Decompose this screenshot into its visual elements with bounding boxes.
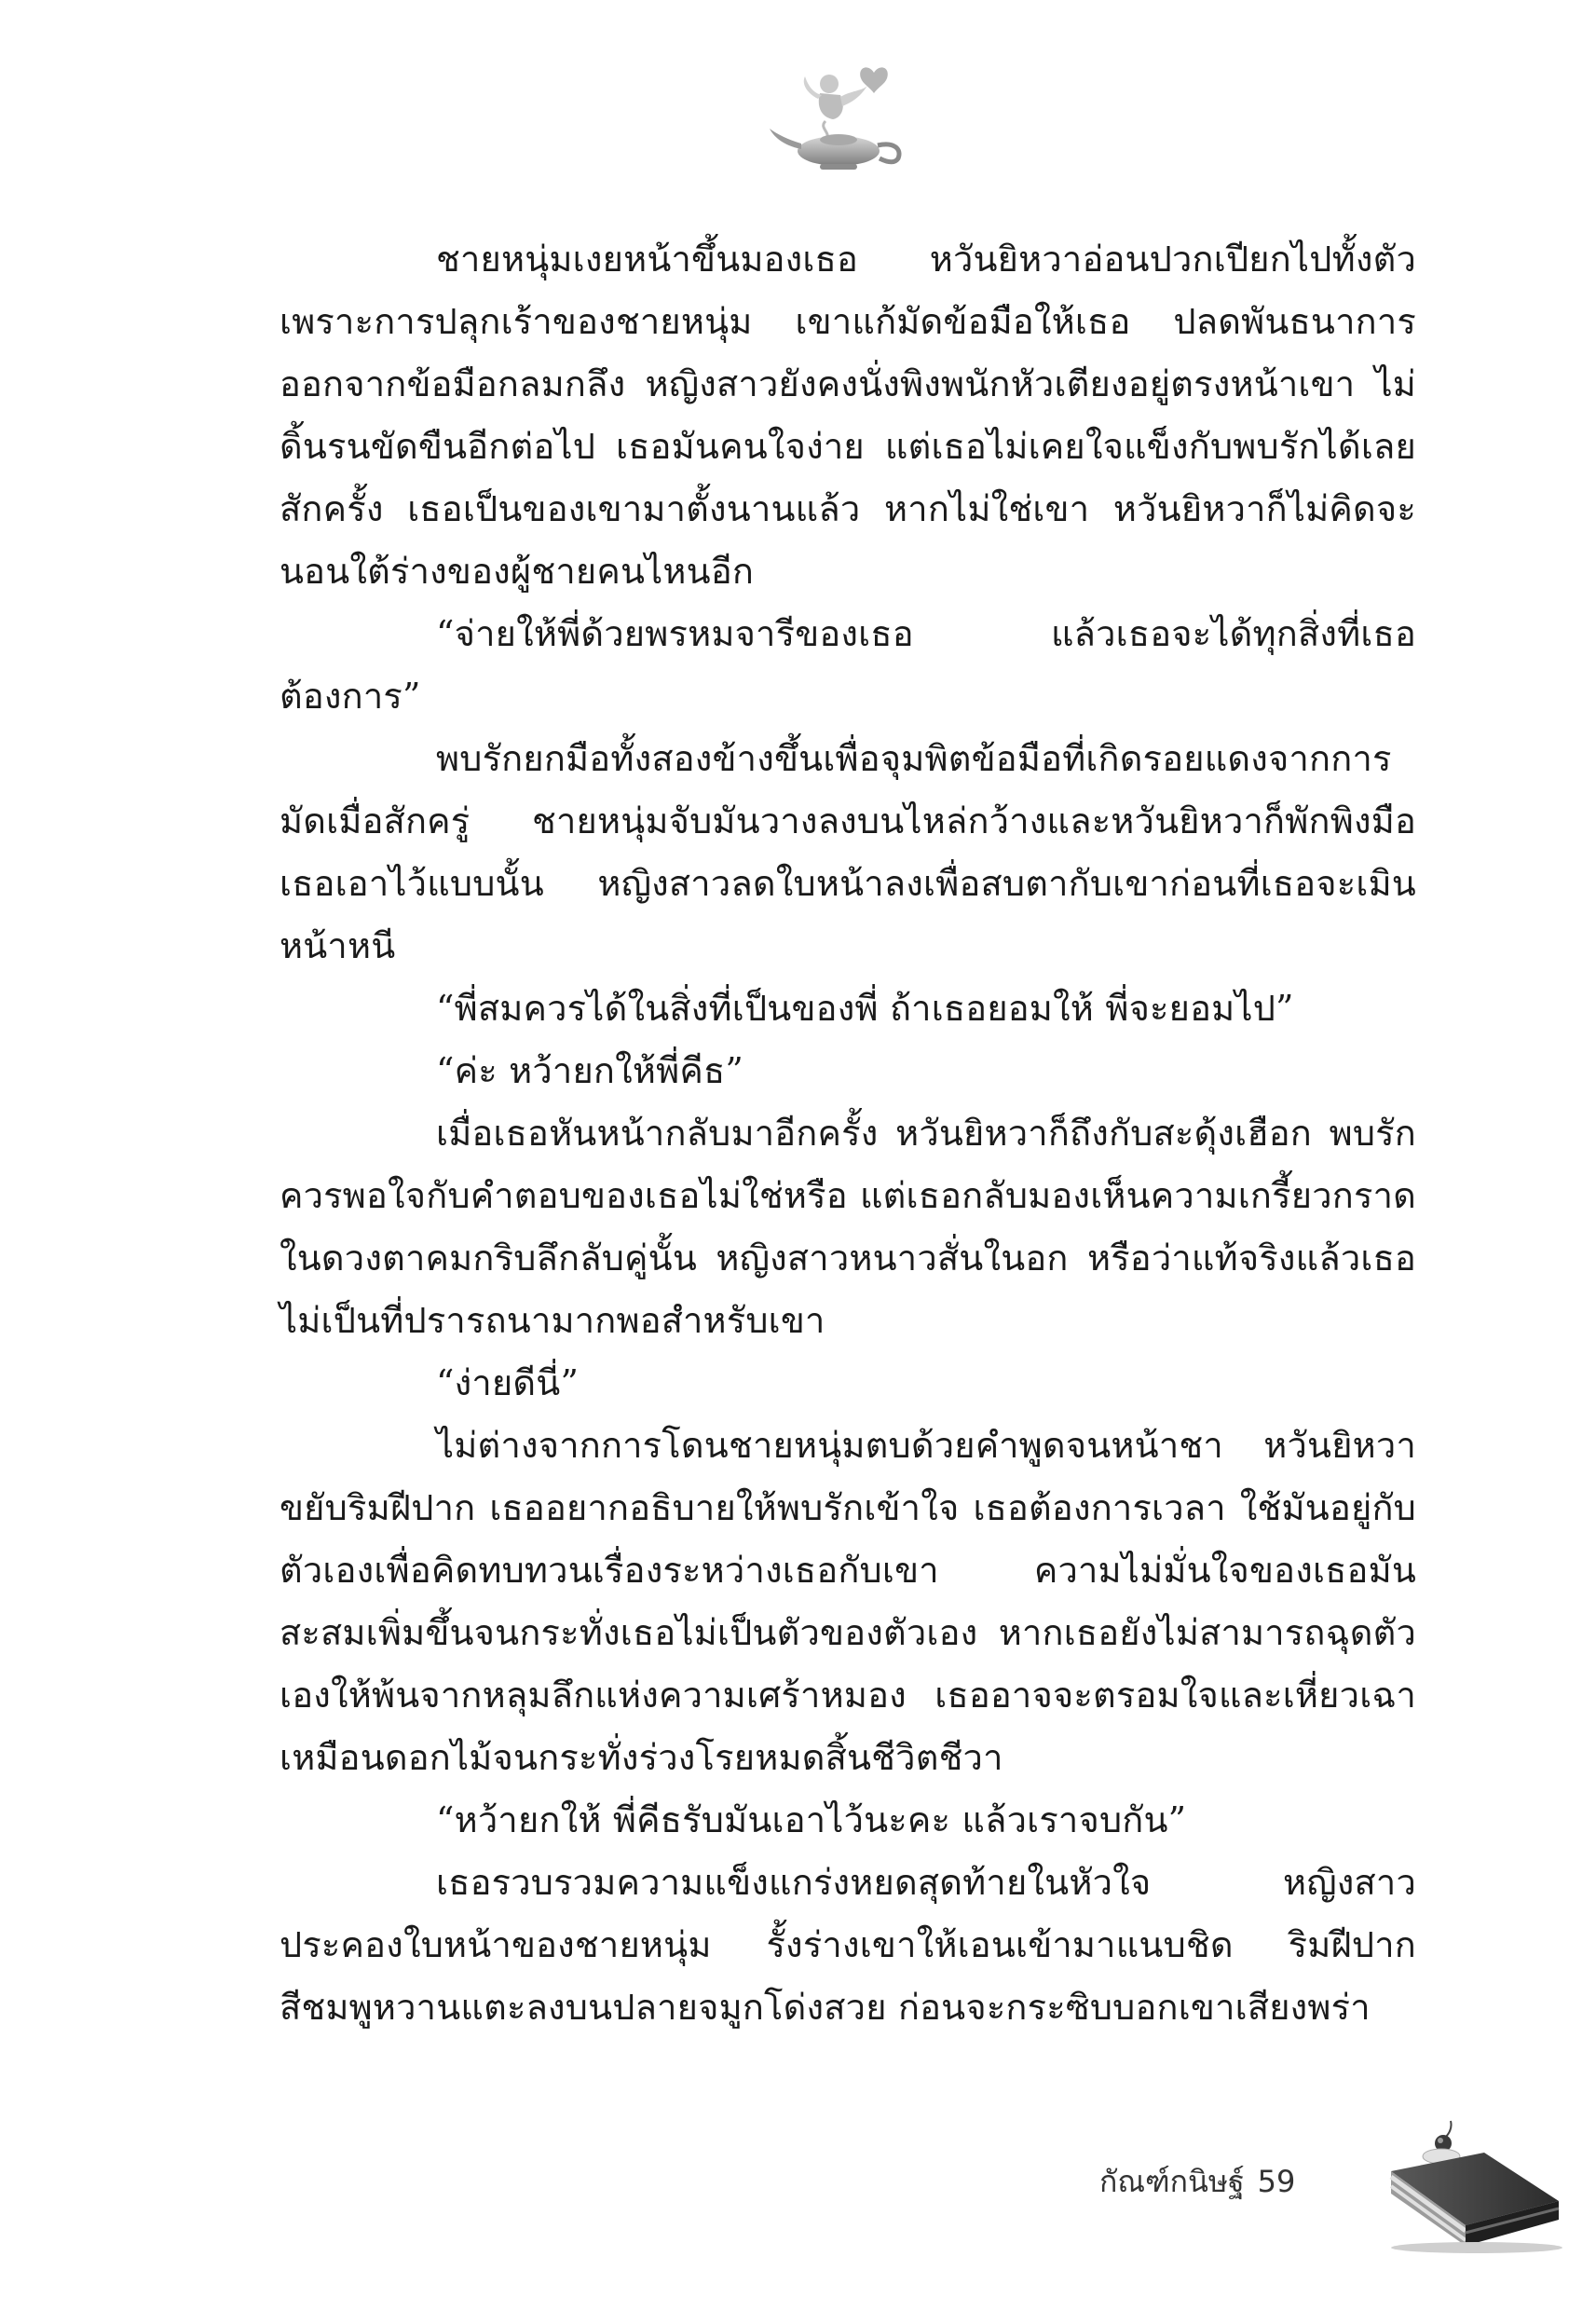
chapter-body: [280, 228, 1416, 2039]
paragraph: พบรักยกมือทั้งสองข้างขึ้นเพื่อจุมพิตข้อมือที่เกิดรอยแดงจากการมัดเมื่อสักครู่ ชายหนุ่มจับมันวางลงบนไหล่กว้างและหวันยิหวาก็พักพิงมือเธอเอาไว้แบบนั้น หญิงสาวลดใบหน้าลงเพื่อสบตากับเขาก่อนที่เธอจะเมินหน้าหนี: [280, 738, 1416, 966]
page-footer: [1099, 2115, 1565, 2255]
footer-label: [1099, 2158, 1295, 2206]
book-title: กัณฑ์กนิษฐ์: [1099, 2164, 1245, 2199]
paragraph: ชายหนุ่มเงยหน้าขึ้นมองเธอ หวันยิหวาอ่อนปวกเปียกไปทั้งตัว เพราะการปลุกเร้าของชายหนุ่ม เขาแก้มัดข้อมือให้เธอ ปลดพันธนาการออกจากข้อมือกลมกลึง หญิงสาวยังคงนั่งพิงพนักหัวเตียงอยู่ตรงหน้าเขา ไม่ดิ้นรนขัดขืนอีกต่อไป เธอมันคนใจง่าย แต่เธอไม่เคยใจแข็งกับพบรักได้เลยสักครั้ง เธอเป็นของเขามาตั้งนานแล้ว หากไม่ใช่เขา หวันยิหวาก็ไม่คิดจะนอนใต้ร่างของผู้ชายคนไหนอีก: [280, 239, 1416, 592]
paragraph: “จ่ายให้พี่ด้วยพรหมจารีของเธอ แล้วเธอจะได้ทุกสิ่งที่เธอต้องการ”: [280, 613, 1416, 717]
paragraph: เธอรวบรวมความแข็งแกร่งหยดสุดท้ายในหัวใจ หญิงสาวประคองใบหน้าของชายหนุ่ม รั้งร่างเขาให้เอนเข้ามาแนบชิด ริมฝีปากสีชมพูหวานแตะลงบนปลายจมูกโด่งสวย ก่อนจะกระซิบบอกเขาเสียงพร่า: [280, 1862, 1416, 2028]
page-number: 59: [1257, 2164, 1296, 2199]
paragraph: ไม่ต่างจากการโดนชายหนุ่มตบด้วยคำพูดจนหน้าชา หวันยิหวาขยับริมฝีปาก เธออยากอธิบายให้พบรักเข้าใจ เธอต้องการเวลา ใช้มันอยู่กับตัวเองเพื่อคิดทบทวนเรื่องระหว่างเธอกับเขา ความไม่มั่นใจของเธอมันสะสมเพิ่มขึ้นจนกระทั่งเธอไม่เป็นตัวของตัวเอง หากเธอยังไม่สามารถฉุดตัวเองให้พ้นจากหลุมลึกแห่งความเศร้าหมอง เธออาจจะตรอมใจและเหี่ยวเฉาเหมือนดอกไม้จนกระทั่งร่วงโรยหมดสิ้นชีวิตชีวา: [280, 1425, 1416, 1778]
paragraph: “ง่ายดีนี่”: [436, 1362, 580, 1403]
paragraph: “พี่สมควรได้ในสิ่งที่เป็นของพี่ ถ้าเธอยอมให้ พี่จะยอมไป”: [436, 988, 1294, 1029]
teapot-cupid-ornament-icon: [764, 56, 913, 177]
cake-slice-icon: [1384, 2115, 1565, 2255]
paragraph: เมื่อเธอหันหน้ากลับมาอีกครั้ง หวันยิหวาก็ถึงกับสะดุ้งเฮือก พบรักควรพอใจกับคำตอบของเธอไม่ใช่หรือ แต่เธอกลับมองเห็นความเกรี้ยวกราดในดวงตาคมกริบลึกลับคู่นั้น หญิงสาวหนาวสั่นในอก หรือว่าแท้จริงแล้วเธอไม่เป็นที่ปรารถนามากพอสำหรับเขา: [280, 1113, 1416, 1341]
paragraph: “ค่ะ หว้ายกให้พี่คีธ”: [436, 1050, 744, 1091]
paragraph: “หว้ายกให้ พี่คีธรับมันเอาไว้นะคะ แล้วเราจบกัน”: [436, 1799, 1187, 1840]
